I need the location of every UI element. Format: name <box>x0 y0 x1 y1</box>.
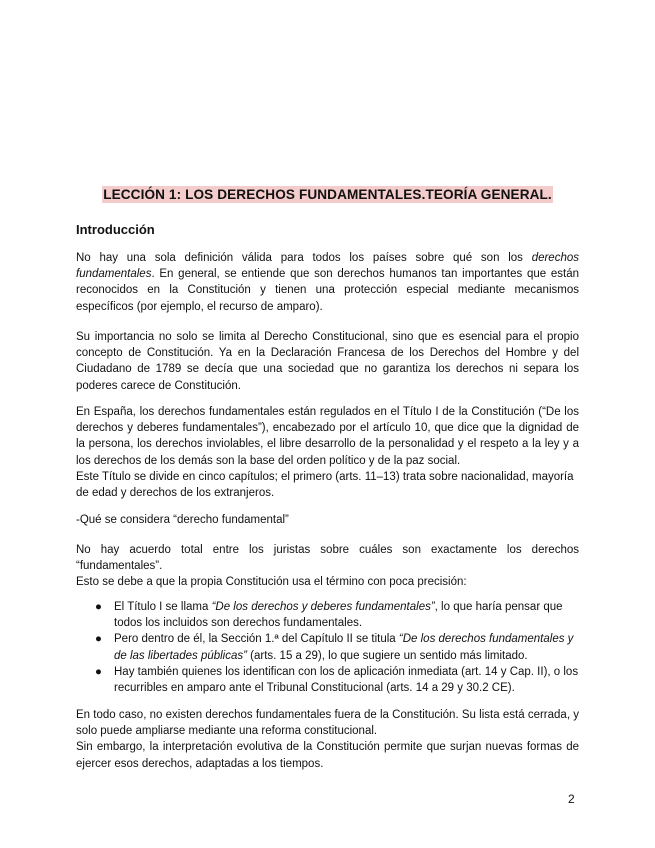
subheading-derecho-fundamental <box>76 512 579 528</box>
emphasis-text: “De los derechos y deberes fundamentales” <box>211 601 435 613</box>
lesson-title <box>0 186 655 204</box>
bullet-marker: ● <box>95 633 102 646</box>
paragraph-spain <box>76 404 579 501</box>
lesson-title-text: LECCIÓN 1: LOS DERECHOS FUNDAMENTALES.TEORÍA GENERAL. <box>103 187 552 202</box>
list-item <box>76 631 579 663</box>
bullet-marker: ● <box>95 601 102 613</box>
paragraph-text: Este Título se divide en cinco capítulos; el primero (arts. 11–13) trata sobre nacionalidad, mayoría de edad y derechos de los extranjeros. <box>76 470 574 500</box>
list-item-text: (arts. 15 a 29), lo que sugiere un sentido más limitado. <box>246 649 528 662</box>
paragraph-text: . En general, se entiende que son derechos humanos tan importantes que están reconocidos en la Constitución y tienen una protección especial mediante mecanismos específicos (por ejemplo, el recurso de amparo). <box>76 268 579 313</box>
paragraph-text: Sin embargo, la interpretación evolutiva de la Constitución permite que surjan nuevas formas de ejercer esos derechos, adaptadas a los tiempos. <box>76 741 579 770</box>
paragraph-definition <box>76 250 579 315</box>
subheading-text: -Qué se considera “derecho fundamental” <box>76 514 289 526</box>
list-item-text: , lo que haría pensar que todos los incluidos son derechos fundamentales. <box>114 601 563 630</box>
paragraph-text: En todo caso, no existen derechos fundamentales fuera de la Constitución. Su lista está cerrada, y solo puede ampliarse mediante una reforma constitucional. <box>76 709 579 738</box>
paragraph-text: No hay acuerdo total entre los juristas sobre cuáles son exactamente los derechos “fundamentales”. <box>76 544 579 573</box>
paragraph-no-agreement <box>76 542 579 591</box>
list-item <box>76 664 579 696</box>
paragraph-text: Esto se debe a que la propia Constitución usa el término con poca precisión: <box>76 576 467 589</box>
emphasis-text: “De los derechos fundamentales y de las libertades públicas” <box>114 633 574 662</box>
bullet-marker: ● <box>95 665 102 678</box>
paragraph-text: Su importancia no solo se limita al Derecho Constitucional, sino que es esencial para el propio concepto de Constitución. Ya en la Declaración Francesa de los Derechos del Hombre y del Ciudadano de 1789 se decía que una sociedad que no garantiza los derechos ni separa los poderes carece de Constitución. <box>76 331 579 392</box>
list-item-text: Pero dentro de él, la Sección 1.ª del Capítulo II se titula <box>114 633 399 646</box>
paragraph-text: En España, los derechos fundamentales están regulados en el Título I de la Constitución (“De los derechos y deberes fundamentales”), encabezado por el artículo 10, que dice que la dignidad de la persona, los derechos inviolables, el libre desarrollo de la personalidad y el respeto a la ley y a los derechos de los demás son la base del orden político y de la paz social. <box>76 406 579 467</box>
paragraph-conclusion <box>76 707 579 772</box>
emphasis-text: derechos fundamentales <box>76 252 579 281</box>
paragraph-importance <box>76 329 579 394</box>
list-item <box>76 599 579 631</box>
paragraph-text: No hay una sola definición válida para todos los países sobre qué son los <box>76 252 532 264</box>
list-item-text: Hay también quienes los identifican con los de aplicación inmediata (art. 14 y Cap. II), o los recurribles en amparo ante el Tribunal Constitucional (arts. 14 a 29 y 30.2 CE). <box>114 665 579 695</box>
section-heading-introduccion: Introducción <box>76 222 155 237</box>
bullet-list <box>76 599 579 696</box>
page-number: 2 <box>568 792 575 806</box>
list-item-text: El Título I se llama <box>114 601 212 613</box>
